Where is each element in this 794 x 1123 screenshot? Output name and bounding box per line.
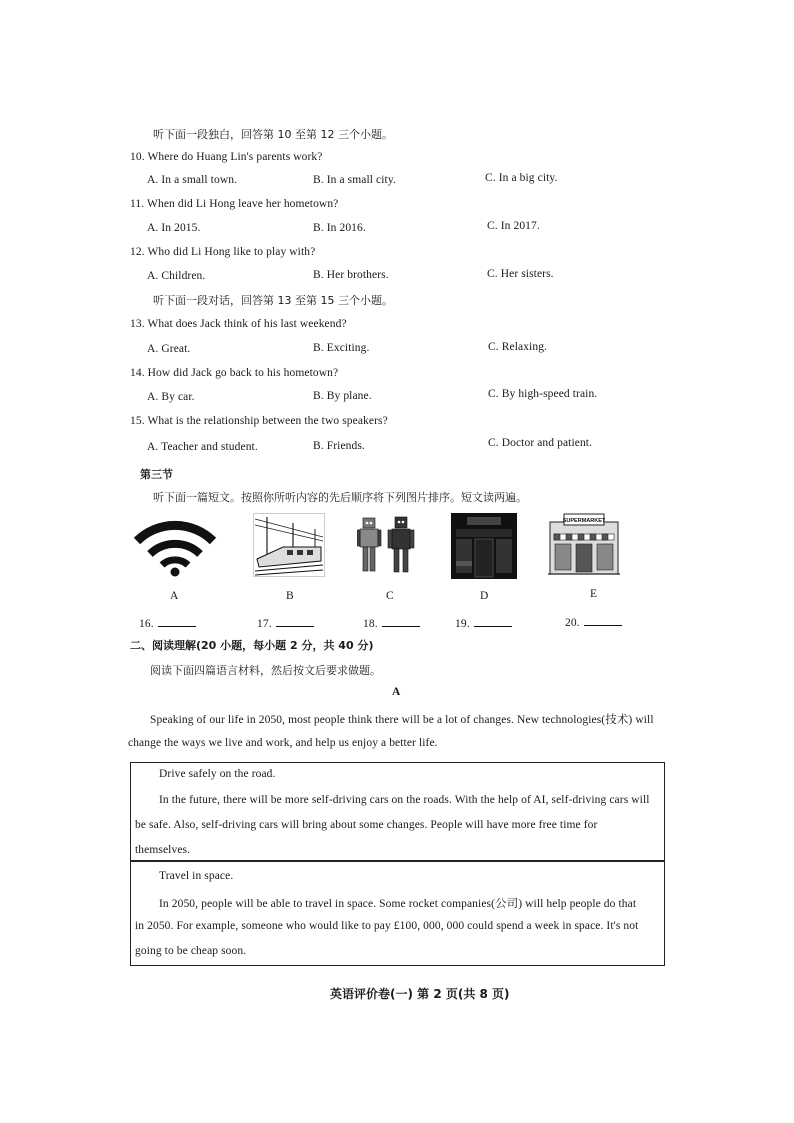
answer-blank-20[interactable]: 20. bbox=[565, 613, 622, 629]
picture-label-b: B bbox=[286, 590, 294, 602]
box1-line1: In the future, there will be more self-driving cars on the roads. With the help of AI, self-driving cars will bbox=[159, 794, 650, 806]
picture-label-d: D bbox=[480, 590, 489, 602]
supermarket-icon bbox=[546, 512, 622, 576]
q13-option-a: A. Great. bbox=[147, 343, 191, 355]
q12-option-b: B. Her brothers. bbox=[313, 269, 389, 281]
q10-option-b: B. In a small city. bbox=[313, 174, 396, 186]
robots-icon bbox=[357, 516, 417, 576]
q11-option-a: A. In 2015. bbox=[147, 222, 201, 234]
page-footer: 英语评价卷(一) 第 2 页(共 8 页) bbox=[330, 987, 510, 1001]
q10-option-c: C. In a big city. bbox=[485, 172, 558, 184]
box1-line3: themselves. bbox=[135, 844, 191, 856]
question-14: 14. How did Jack go back to his hometown? bbox=[130, 367, 339, 379]
answer-blank-19[interactable]: 19. bbox=[455, 614, 512, 630]
picture-label-a: A bbox=[170, 590, 179, 602]
answer-blank-17[interactable]: 17. bbox=[257, 614, 314, 630]
q15-option-c: C. Doctor and patient. bbox=[488, 437, 593, 449]
q15-option-b: B. Friends. bbox=[313, 440, 365, 452]
section1-intro: 听下面一段独白，回答第 10 至第 12 三个小题。 bbox=[153, 128, 393, 141]
box2-title: Travel in space. bbox=[159, 870, 234, 882]
passage-label: A bbox=[392, 686, 401, 698]
q14-option-c: C. By high-speed train. bbox=[488, 388, 598, 400]
box2-line3: going to be cheap soon. bbox=[135, 945, 247, 957]
train-icon bbox=[253, 513, 325, 577]
q12-option-c: C. Her sisters. bbox=[487, 268, 554, 280]
q11-option-b: B. In 2016. bbox=[313, 222, 366, 234]
picture-label-c: C bbox=[386, 590, 394, 602]
box1-title: Drive safely on the road. bbox=[159, 768, 276, 780]
q14-option-a: A. By car. bbox=[147, 391, 195, 403]
q15-option-a: A. Teacher and student. bbox=[147, 441, 258, 453]
answer-blank-18[interactable]: 18. bbox=[363, 614, 420, 630]
picture-label-e: E bbox=[590, 588, 598, 600]
question-11: 11. When did Li Hong leave her hometown? bbox=[130, 198, 339, 210]
box2-line2: in 2050. For example, someone who would like to pay £100, 000, 000 could spend a week in space. It's not bbox=[135, 920, 639, 932]
question-10: 10. Where do Huang Lin's parents work? bbox=[130, 151, 323, 163]
section3-heading: 第三节 bbox=[140, 468, 173, 481]
question-12: 12. Who did Li Hong like to play with? bbox=[130, 246, 316, 258]
shop-icon bbox=[451, 513, 517, 579]
passage-para1-line2: change the ways we live and work, and help us enjoy a better life. bbox=[128, 737, 438, 749]
answer-blank-16[interactable]: 16. bbox=[139, 614, 196, 630]
q13-option-c: C. Relaxing. bbox=[488, 341, 548, 353]
q10-option-a: A. In a small town. bbox=[147, 174, 238, 186]
section3-intro: 听下面一篇短文。按照你所听内容的先后顺序将下列图片排序。短文读两遍。 bbox=[153, 491, 527, 504]
supermarket-sign: SUPERMARKET bbox=[562, 518, 606, 524]
q13-option-b: B. Exciting. bbox=[313, 342, 370, 354]
reading-heading: 二、阅读理解(20 小题，每小题 2 分，共 40 分) bbox=[130, 639, 374, 652]
reading-intro: 阅读下面四篇语言材料，然后按文后要求做题。 bbox=[150, 664, 381, 677]
wifi-icon bbox=[133, 513, 217, 579]
box2-line1: In 2050, people will be able to travel in space. Some rocket companies(公司) will help people do that bbox=[159, 898, 637, 910]
box1-line2: be safe. Also, self-driving cars will bring about some changes. People will have more free time for bbox=[135, 819, 598, 831]
question-13: 13. What does Jack think of his last weekend? bbox=[130, 318, 347, 330]
question-15: 15. What is the relationship between the two speakers? bbox=[130, 415, 388, 427]
q14-option-b: B. By plane. bbox=[313, 390, 372, 402]
section2-intro: 听下面一段对话，回答第 13 至第 15 三个小题。 bbox=[153, 294, 393, 307]
passage-para1-line1: Speaking of our life in 2050, most people think there will be a lot of changes. New technologies(技术) will bbox=[150, 714, 654, 726]
q11-option-c: C. In 2017. bbox=[487, 220, 540, 232]
q12-option-a: A. Children. bbox=[147, 270, 206, 282]
